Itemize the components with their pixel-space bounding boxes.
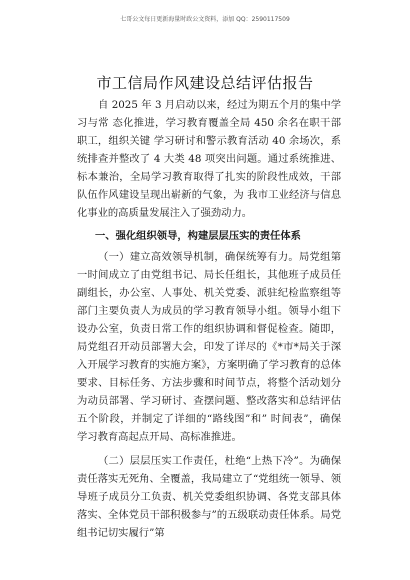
document-title: 市工信局作风建设总结评估报告 — [96, 74, 314, 92]
body-paragraph: （二）层层压实工作责任，杜绝“上热下冷”。为确保责任落实无死角、全覆盖，我局建立了“党组统一领导、领导班子成员分工负责、机关党委组织协调、各党支部具体落实、全体党员干部积极参与”的五级联动责任体系。局党组书记切实履行”第 — [77, 455, 341, 539]
document-body — [77, 96, 341, 542]
body-paragraph: （一）建立高效领导机制，确保统筹有力。局党组第一时间成立了由党组书记、局长任组长，其他班子成员任副组长，办公室、人事处、机关党委、派驻纪检监察组等部门主要负责人为成员的学习教育领导小组。领导小组下设办公室，负责日常工作的组织协调和督促检查。随即，局党组召开动员部署大会，印发了详尽的《*市*局关于深入开展学习教育的实施方案》，方案明确了学习教育的总体要求、目标任务、方法步骤和时间节点，将整个活动划分为动员部署、学习研讨、查摆问题、整改落实和总结评估五个阶段，并制定了详细的“路线图”和” 时间表”，确保 学习教育高起点开局、高标准推进。 — [77, 251, 341, 443]
header-note: 七哥公文每日更新海量时政公文资料，添加 QQ：2590117509 — [120, 16, 290, 23]
section-heading: 一、强化组织领导，构建层层压实的责任体系 — [95, 230, 301, 242]
intro-paragraph: 自 2025 年 3 月启动以来，经过为期五个月的集中学习与常 态化推进，学习教育覆盖全局 450 余名在职干部职工，组织关键 学习研讨和警示教育活动 40 余场次，系统排查并整改了 4 大类 48 项突出问题。通过系统推进、标本兼治，全局学习教育取得了扎实的阶段性成效，干部队伍作风建设呈现出崭新的气象，为 我市工业经济与信息化事业的高质量发展注入了强劲动力。 — [77, 99, 341, 219]
